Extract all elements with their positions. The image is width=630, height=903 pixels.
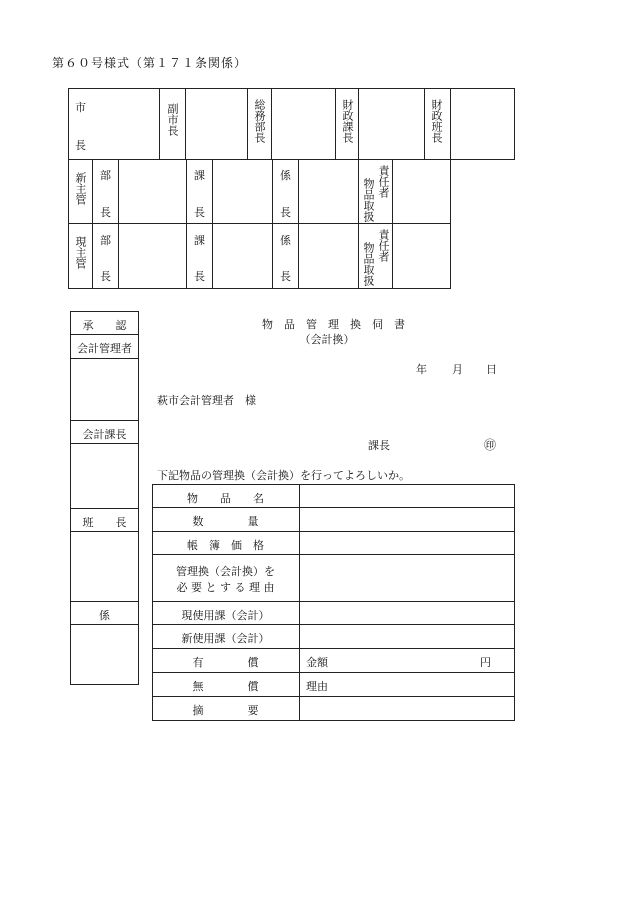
accountant-label: 会計管理者 <box>77 342 132 355</box>
grid-line <box>152 672 515 673</box>
grid-line <box>298 159 299 289</box>
approval-grid-border <box>68 88 515 289</box>
cur-staff-top: 係 <box>280 234 291 247</box>
new-section-bottom: 長 <box>194 206 205 219</box>
grid-line <box>70 420 139 421</box>
grid-line <box>70 624 139 625</box>
book-value-label: 帳 簿 価 格 <box>187 539 264 552</box>
grid-line <box>152 601 515 602</box>
grid-line <box>247 88 248 159</box>
request-text: 下記物品の管理換（会計換）を行ってよろしいか。 <box>157 469 410 482</box>
grid-line <box>186 159 187 289</box>
yen-suffix: 円 <box>480 656 491 669</box>
grid-line <box>450 88 451 159</box>
staff-label: 係 <box>99 609 110 622</box>
new-staff-top: 係 <box>280 169 291 182</box>
new-section-top: 課 <box>194 169 205 182</box>
grid-line <box>212 159 213 289</box>
grid-line <box>70 508 139 509</box>
current-dept-label: 現使用課（会計） <box>181 609 270 622</box>
quantity-label: 数 量 <box>192 515 259 528</box>
new-management-label: 新主管 <box>74 172 87 205</box>
grid-line <box>358 88 359 159</box>
transfer-reason-label-line1: 管理換（会計換）を <box>176 565 275 578</box>
mayor-label-top: 市 <box>75 101 86 114</box>
document-title: 物 品 管 理 換 伺 書 <box>262 318 405 331</box>
transfer-reason-label-line2: 必 要 と す る 理 由 <box>176 581 275 594</box>
cur-section-bottom: 長 <box>194 270 205 283</box>
paid-label: 有 償 <box>192 656 259 669</box>
grid-line <box>118 159 119 289</box>
grid-line <box>159 88 160 159</box>
grid-line <box>152 531 515 532</box>
left-column-border <box>70 311 139 685</box>
grid-line <box>185 88 186 159</box>
free-label: 無 償 <box>192 680 259 693</box>
grid-line <box>271 88 272 159</box>
grid-line <box>272 159 273 289</box>
vice-mayor-label: 副市長 <box>166 103 179 136</box>
cur-dept-bottom: 長 <box>100 270 111 283</box>
date-month: 月 <box>452 363 463 376</box>
grid-line <box>70 334 139 335</box>
accounting-chief-label: 会計課長 <box>82 428 127 441</box>
cur-staff-bottom: 長 <box>280 270 291 283</box>
grid-line <box>152 624 515 625</box>
grid-line <box>152 554 515 555</box>
new-dept-label: 新使用課（会計） <box>181 632 270 645</box>
finance-chief-label: 財政課長 <box>341 99 354 143</box>
new-staff-bottom: 長 <box>280 206 291 219</box>
grid-line <box>424 88 425 159</box>
new-responsible-label: 責任者 <box>377 165 390 198</box>
grid-line <box>450 159 451 289</box>
grid-mask <box>450 160 516 290</box>
date-day: 日 <box>486 363 497 376</box>
grid-line <box>70 443 139 444</box>
grid-line <box>152 507 515 508</box>
team-leader-label: 班 長 <box>82 516 127 529</box>
addressee: 萩市会計管理者 様 <box>157 394 256 407</box>
grid-line <box>70 358 139 359</box>
document-subtitle: （会計換） <box>299 333 355 346</box>
amount-prefix: 金額 <box>306 656 328 669</box>
current-management-label: 現主管 <box>74 236 87 269</box>
form-number: 第６０号様式（第１７１条関係） <box>52 56 248 70</box>
approve-label: 承 認 <box>82 319 127 332</box>
general-affairs-director-label: 総務部長 <box>253 99 266 143</box>
grid-line <box>68 159 515 160</box>
date-year: 年 <box>416 363 427 376</box>
new-dept-bottom: 長 <box>100 206 111 219</box>
grid-line <box>358 159 359 289</box>
grid-line <box>299 484 300 721</box>
grid-line <box>152 696 515 697</box>
cur-dept-top: 部 <box>100 234 111 247</box>
grid-line <box>70 601 139 602</box>
grid-line <box>70 531 139 532</box>
grid-line <box>392 159 393 289</box>
remarks-label: 摘 要 <box>192 704 259 717</box>
grid-line <box>92 159 93 289</box>
seal-mark: ㊞ <box>484 438 497 452</box>
cur-section-top: 課 <box>194 234 205 247</box>
item-name-label: 物 品 名 <box>187 492 264 505</box>
mayor-label-bottom: 長 <box>75 139 86 152</box>
grid-line <box>152 648 515 649</box>
new-goods-handler-label: 物品取扱 <box>362 178 375 222</box>
finance-team-leader-label: 財政班長 <box>430 99 443 143</box>
cur-goods-handler-label: 物品取扱 <box>362 242 375 286</box>
cur-responsible-label: 責任者 <box>377 229 390 262</box>
reason-prefix: 理由 <box>306 680 328 693</box>
new-dept-top: 部 <box>100 169 111 182</box>
grid-line <box>335 88 336 159</box>
signer-title: 課長 <box>368 439 390 452</box>
